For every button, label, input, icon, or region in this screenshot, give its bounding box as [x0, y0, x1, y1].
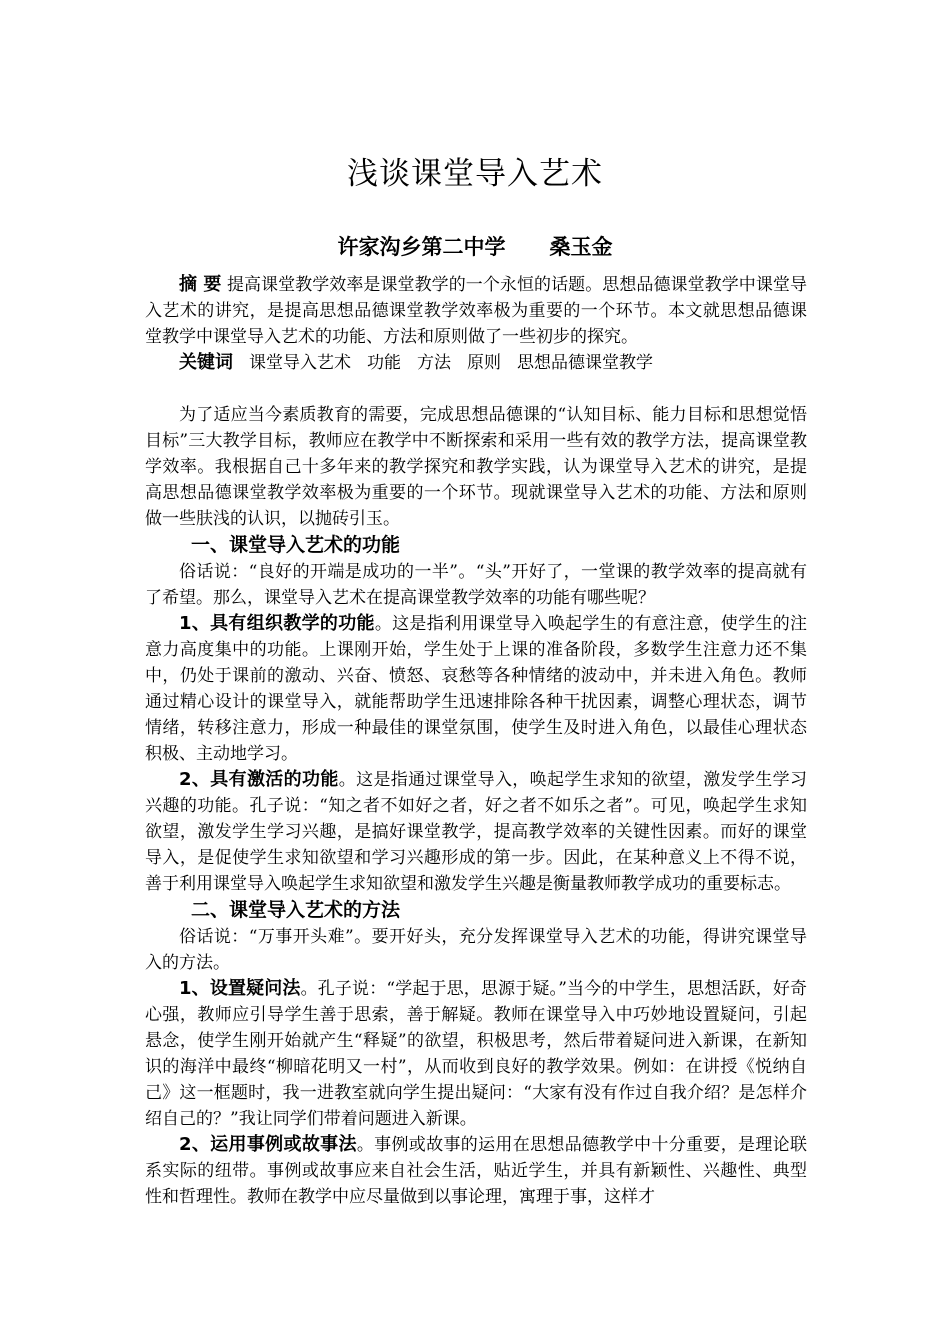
section2-point2	[145, 1132, 807, 1210]
author-name: 桑玉金	[549, 235, 613, 259]
section1-point1	[145, 611, 807, 767]
point-title: 2、具有激活的功能	[179, 769, 339, 790]
point-text: 。这是指利用课堂导入唤起学生的有意注意，使学生的注意力高度集中的功能。上课刚开始，学生处于上课的准备阶段，多数学生注意力还不集中，仍处于课前的激动、兴奋、愤怒、哀愁等各种情绪的波动中，并未进入角色。教师通过精心设计的课堂导入，就能帮助学生迅速排除各种干扰因素，调整心理状态，调节情绪，转移注意力，形成一种最佳的课堂氛围，使学生及时进入角色，以最佳心理状态积极、主动地学习。	[145, 614, 808, 764]
abstract-paragraph	[145, 272, 807, 350]
point-title: 2、运用事例或故事法	[179, 1134, 357, 1155]
keyword-item: 思想品德课堂教学	[517, 353, 653, 373]
point-title: 1、具有组织教学的功能	[179, 613, 375, 634]
point-title: 1、设置疑问法	[179, 978, 301, 999]
point-text: 。事例或故事的运用在思想品德教学中十分重要，是理论联系实际的纽带。事例或故事应来自社会生活，贴近学生，并具有新颖性、兴趣性、典型性和哲理性。教师在教学中应尽量做到以事论理，寓理于事，这样才	[145, 1135, 808, 1207]
keyword-item: 方法	[417, 353, 451, 373]
section-heading-functions: 一、课堂导入艺术的功能	[191, 534, 401, 556]
abstract-label: 摘 要	[179, 274, 222, 295]
point-text: 。孔子说：“学起于思，思源于疑。”当今的中学生，思想活跃，好奇心强，教师应引导学生善于思索，善于解疑。教师在课堂导入中巧妙地设置疑问，引起悬念，使学生刚开始就产生“释疑”的欲望，积极思考，然后带着疑问进入新课，在新知识的海洋中最终“柳暗花明又一村”，从而收到良好的教学效果。例如：在讲授《悦纳自己》这一框题时，我一进教室就向学生提出疑问：“大家有没有作过自我介绍？是怎样介绍自己的？”我让同学们带着问题进入新课。	[145, 979, 807, 1129]
intro-paragraph: 为了适应当今素质教育的需要，完成思想品德课的“认知目标、能力目标和思想觉悟目标”三大教学目标，教师应在教学中不断探索和采用一些有效的教学方法，提高课堂教学效率。我根据自己十多年来的教学探究和教学实践，认为课堂导入艺术的讲究，是提高思想品德课堂教学效率极为重要的一个环节。现就课堂导入艺术的功能、方法和原则做一些肤浅的认识，以抛砖引玉。	[145, 405, 807, 529]
section-heading-methods: 二、课堂导入艺术的方法	[191, 899, 401, 921]
keyword-item: 课堂导入艺术	[249, 353, 351, 373]
section2-lead: 俗话说：“万事开头难”。要开好头，充分发挥课堂导入艺术的功能，得讲究课堂导入的方法。	[145, 927, 807, 973]
keyword-item: 原则	[467, 353, 501, 373]
document-title: 浅谈课堂导入艺术	[347, 156, 603, 192]
document-body	[145, 272, 807, 1210]
author-school: 许家沟乡第二中学	[337, 235, 506, 259]
keyword-item: 功能	[367, 353, 401, 373]
abstract-text: 提高课堂教学效率是课堂教学的一个永恒的话题。思想品德课堂教学中课堂导入艺术的讲究，是提高思想品德课堂教学效率极为重要的一个环节。本文就思想品德课堂教学中课堂导入艺术的功能、方法和原则做了一些初步的探究。	[145, 275, 807, 347]
section1-point2	[145, 767, 807, 897]
section2-point1	[145, 976, 807, 1132]
section1-lead: 俗话说：“良好的开端是成功的一半”。“头”开好了，一堂课的教学效率的提高就有了希望。那么，课堂导入艺术在提高课堂教学效率的功能有哪些呢？	[145, 562, 807, 608]
keywords-label: 关键词	[179, 352, 233, 373]
point-text: 。这是指通过课堂导入，唤起学生求知的欲望，激发学生学习兴趣的功能。孔子说：“知之者不如好之者，好之者不如乐之者”。可见，唤起学生求知欲望，激发学生学习兴趣，是搞好课堂教学，提高教学效率的关键性因素。而好的课堂导入，是促使学生求知欲望和学习兴趣形成的第一步。因此，在某种意义上不得不说，善于利用课堂导入唤起学生求知欲望和激发学生兴趣是衡量教师教学成功的重要标志。	[145, 770, 807, 894]
author-line	[0, 230, 950, 264]
keywords-line	[145, 350, 807, 376]
